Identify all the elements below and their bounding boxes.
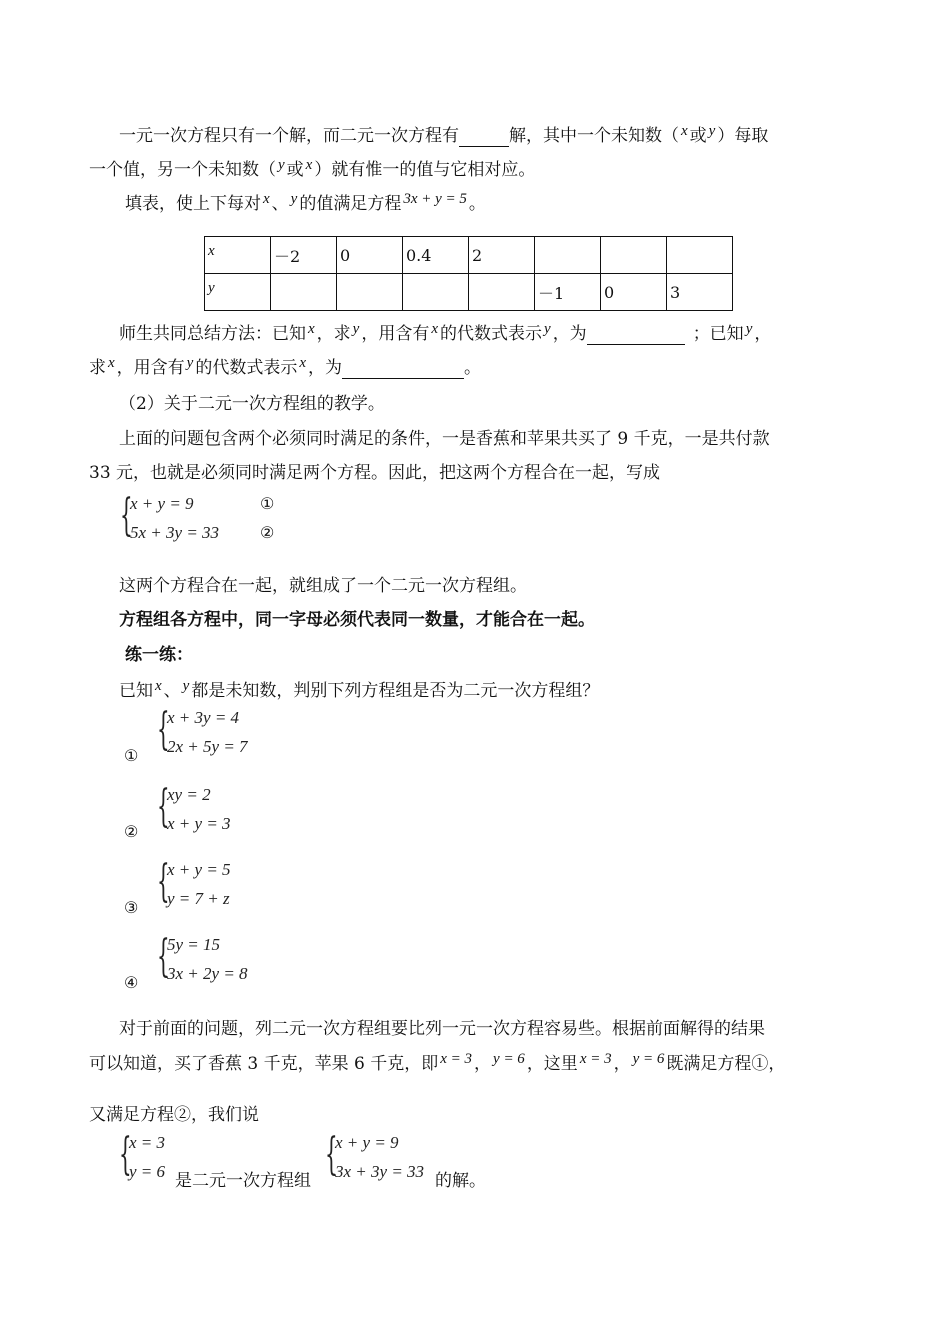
text-segment: 都是未知数，判别下列方程组是否为二元一次方程组？	[191, 681, 600, 701]
text-segment: 、	[163, 681, 181, 701]
paragraph-6: 这两个方程合在一起，就组成了一个二元一次方程组。	[119, 576, 527, 596]
text-segment: 填表，使上下每对	[125, 194, 261, 214]
text-segment: ）每取	[717, 126, 769, 146]
var-y: y	[186, 355, 194, 371]
equation-2: 3x + 3y = 33	[335, 1162, 425, 1181]
table-cell[interactable]	[601, 237, 667, 274]
text-segment: 。	[468, 194, 486, 214]
paragraph-10-line-2	[89, 1051, 786, 1075]
table-cell[interactable]: －1	[535, 274, 601, 311]
equation-marker-1: ①	[260, 494, 275, 513]
table-cell[interactable]	[337, 274, 403, 311]
value-x-3: x = 3	[579, 1051, 612, 1067]
var-x: x	[263, 191, 270, 207]
paragraph-5-line-1: 上面的问题包含两个必须同时满足的条件，一是香蕉和苹果共买了 9 千克，一是共付款	[119, 429, 770, 449]
equation-1: xy = 2	[167, 785, 211, 804]
solution-y: y = 6	[129, 1162, 166, 1181]
paragraph-5-line-2: 33 元，也就是必须同时满足两个方程。因此，把这两个方程合在一起，写成	[89, 463, 661, 483]
table-cell[interactable]: 3	[667, 274, 733, 311]
answer-blank-2[interactable]	[587, 326, 685, 345]
var-x: x	[681, 123, 688, 139]
paragraph-2	[125, 191, 486, 215]
brace-icon: {	[119, 1129, 132, 1180]
solution-mid-text: 是二元一次方程组	[175, 1171, 311, 1191]
paragraph-10-line-1: 对于前面的问题，列二元一次方程组要比列一元一次方程容易些。根据前面解得的结果	[119, 1019, 765, 1039]
table-cell[interactable]	[403, 274, 469, 311]
table-row-x	[205, 237, 733, 274]
table-header-x: x	[205, 237, 271, 274]
text-segment: 的值满足方程	[299, 194, 402, 214]
equation-1: x + y = 9	[335, 1133, 399, 1152]
exercise-marker: ①	[124, 746, 139, 765]
equation-1: x + 3y = 4	[167, 708, 240, 727]
answer-blank-3[interactable]	[342, 360, 464, 379]
table-cell[interactable]: 2	[469, 237, 535, 274]
text-segment: 。	[464, 358, 482, 378]
var-x: x	[308, 321, 315, 337]
text-segment: 既满足方程①，	[666, 1054, 786, 1074]
key-point: 方程组各方程中，同一字母必须代表同一数量，才能合在一起。	[119, 610, 595, 630]
var-y: y	[745, 321, 753, 337]
paragraph-10-line-3: 又满足方程②，我们说	[89, 1105, 259, 1125]
var-y: y	[352, 321, 360, 337]
var-y: y	[290, 191, 298, 207]
equation-2: x + y = 3	[167, 814, 231, 833]
exercise-marker: ④	[124, 973, 139, 992]
brace-icon: {	[120, 490, 133, 541]
text-segment: 、	[271, 194, 289, 214]
equation-2: 3x + 2y = 8	[167, 964, 248, 983]
text-segment: ，这里	[526, 1054, 578, 1074]
equation-1: x + y = 5	[167, 860, 231, 879]
text-segment: ，求	[316, 324, 351, 344]
text-segment: 或	[689, 126, 707, 146]
table-cell[interactable]	[469, 274, 535, 311]
brace-icon: {	[157, 856, 170, 907]
text-segment: 师生共同总结方法：已知	[119, 324, 306, 344]
table-cell[interactable]	[535, 237, 601, 274]
var-y: y	[708, 123, 716, 139]
text-segment: 或	[286, 160, 304, 180]
exercise-marker: ③	[124, 898, 139, 917]
value-x-3: x = 3	[440, 1051, 473, 1067]
text-segment: 一个值，另一个未知数（	[89, 160, 276, 180]
equation-2: 2x + 5y = 7	[167, 737, 248, 756]
text-segment: ，用含有	[116, 358, 185, 378]
equation-1: x + y = 9	[130, 494, 194, 513]
var-x: x	[108, 355, 115, 371]
brace-icon: {	[157, 931, 170, 982]
brace-icon: {	[157, 704, 170, 755]
var-x: x	[155, 678, 162, 694]
table-cell[interactable]: 0	[601, 274, 667, 311]
text-segment: ，用含有	[361, 324, 430, 344]
paragraph-9	[119, 678, 600, 702]
answer-blank-1[interactable]	[459, 128, 509, 147]
table-cell[interactable]: 0.4	[403, 237, 469, 274]
table-cell[interactable]	[271, 274, 337, 311]
solution-end-text: 的解。	[435, 1171, 486, 1191]
equation-marker-2: ②	[260, 523, 275, 542]
value-table	[204, 236, 733, 311]
practice-heading: 练一练：	[125, 645, 193, 665]
exercise-marker: ②	[124, 822, 139, 841]
var-x: x	[305, 157, 313, 173]
text-segment: 的代数式表示	[440, 324, 543, 344]
text-segment: 已知	[119, 681, 153, 701]
paragraph-3-line-2	[89, 355, 482, 379]
text-segment: 的代数式表示	[195, 358, 298, 378]
paragraph-1-line-2: 一个值，另一个未知数（ y 或 x ）就有惟一的值与它相对应。	[89, 157, 536, 180]
text-segment: ；已知	[692, 324, 744, 344]
var-x: x	[299, 355, 307, 371]
equation-1: 5y = 15	[167, 935, 221, 954]
text-segment: ，	[474, 1054, 492, 1074]
table-cell[interactable]: 0	[337, 237, 403, 274]
equation-3x-plus-y: 3x + y = 5	[403, 191, 467, 207]
text-segment: 就有惟一的值与它相对应。	[331, 160, 536, 180]
solution-statement	[119, 1129, 639, 1195]
text-segment: 解，其中一个未知数（	[509, 126, 679, 146]
text-segment: 一元一次方程只有一个解，而二元一次方程有	[119, 126, 459, 146]
paragraph-1-line-1	[119, 123, 769, 147]
table-cell[interactable]	[667, 237, 733, 274]
brace-icon: {	[157, 781, 170, 832]
var-y: y	[544, 321, 551, 337]
text-segment: ，	[613, 1054, 631, 1074]
var-x: x	[431, 321, 439, 337]
solution-x: x = 3	[129, 1133, 166, 1152]
brace-icon: {	[325, 1129, 338, 1180]
text-segment: 求	[89, 358, 106, 378]
equation-2: 5x + 3y = 33	[130, 523, 220, 542]
var-y: y	[182, 678, 190, 694]
paragraph-3-line-1: 师生共同总结方法：已知 x ，求 y ，用含有 x 的代数式表示 y ，为 ；已知 y ，	[119, 321, 772, 344]
text-segment: ，为	[552, 324, 587, 344]
equation-2: y = 7 + z	[167, 889, 230, 908]
value-y-6: y = 6	[493, 1051, 525, 1067]
text-segment: 可以知道，买了香蕉 3 千克，苹果 6 千克，即	[89, 1054, 439, 1074]
table-cell[interactable]: －2	[271, 237, 337, 274]
table-row-y	[205, 274, 733, 311]
table-header-y: y	[205, 274, 271, 311]
text-segment: ，为	[308, 358, 343, 378]
value-y-6: y = 6	[632, 1051, 665, 1067]
var-y: y	[278, 157, 285, 173]
section-heading-2: （2）关于二元一次方程组的教学。	[119, 394, 385, 414]
